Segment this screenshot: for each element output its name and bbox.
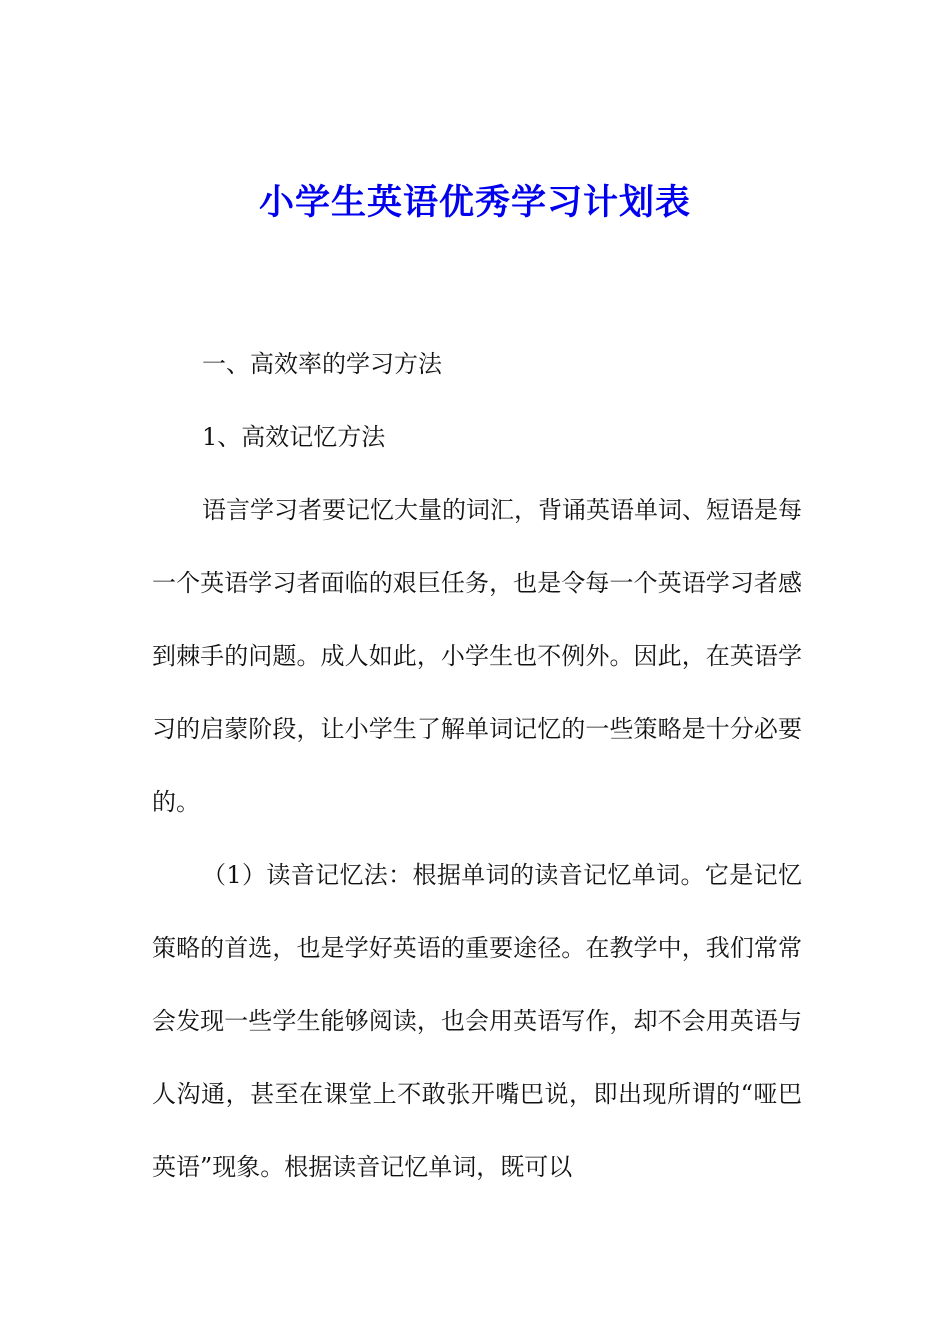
body-paragraph: （1）读音记忆法：根据单词的读音记忆单词。它是记忆策略的首选，也是学好英语的重要途径。在教学中，我们常常会发现一些学生能够阅读，也会用英语写作，却不会用英语与人沟通，甚至在课堂上不敢张开嘴巴说，即出现所谓的“哑巴英语”现象。根据读音记忆单词，既可以 bbox=[152, 861, 802, 1181]
document-body bbox=[152, 328, 802, 1204]
section-heading: 一、高效率的学习方法 bbox=[202, 350, 442, 378]
body-paragraph: 语言学习者要记忆大量的词汇，背诵英语单词、短语是每一个英语学习者面临的艰巨任务，也是令每一个英语学习者感到棘手的问题。成人如此，小学生也不例外。因此，在英语学习的启蒙阶段，让小学生了解单词记忆的一些策略是十分必要的。 bbox=[152, 496, 802, 816]
subsection-heading: 1、高效记忆方法 bbox=[202, 423, 386, 451]
document-title: 小学生英语优秀学习计划表 bbox=[258, 182, 691, 223]
